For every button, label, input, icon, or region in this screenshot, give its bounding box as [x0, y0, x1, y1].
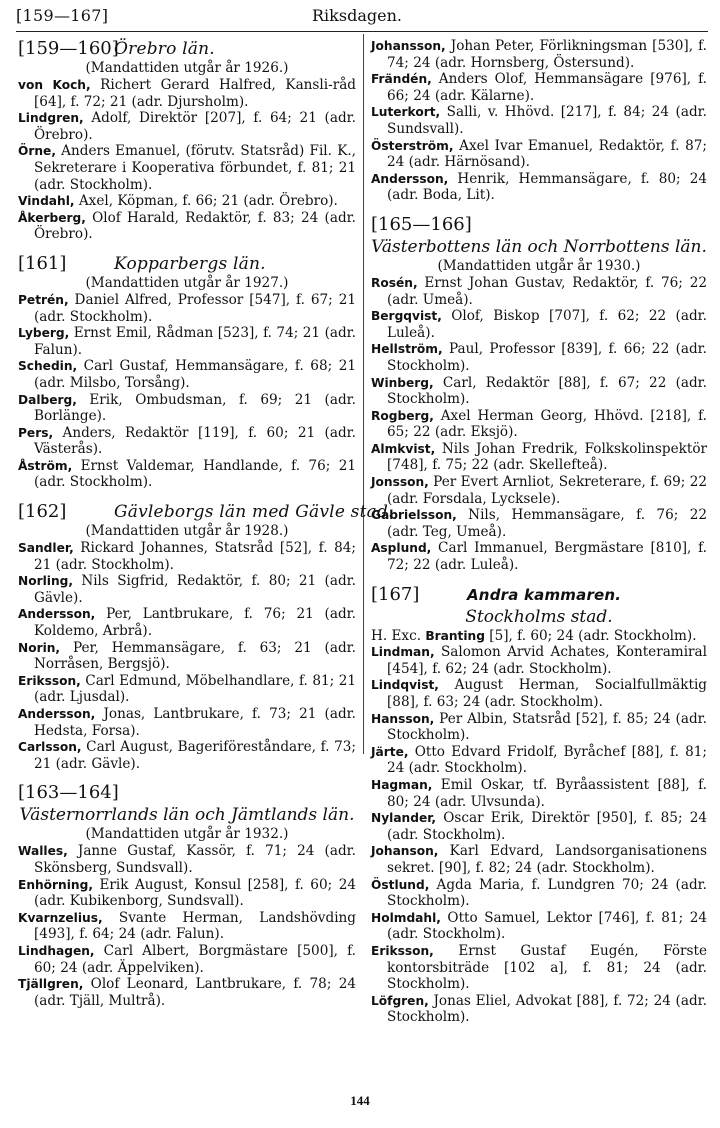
header-rule [16, 31, 708, 32]
member-entry [18, 606, 356, 639]
member-surname: Enhörning, [18, 877, 93, 892]
member-entry [18, 739, 356, 772]
member-surname: Örne, [18, 144, 56, 159]
member-details: Erik August, Konsul [258], f. 60; 24 (adr. Kubikenborg, Sundsvall). [34, 876, 356, 910]
member-entry [371, 507, 707, 540]
member-surname: Eriksson, [18, 673, 81, 688]
member-entry [371, 877, 707, 910]
member-entry [18, 910, 356, 943]
section-heading [18, 782, 356, 804]
member-surname: Lindqvist, [371, 678, 439, 693]
member-surname: Gabrielsson, [371, 508, 457, 523]
member-entry [371, 441, 707, 474]
member-details: Axel Herman Georg, Hhövd. [218], f. 65; 22 (adr. Eksjö). [387, 407, 707, 441]
member-entry [371, 711, 707, 744]
member-surname: Hansson, [371, 711, 435, 726]
member-entry [18, 943, 356, 976]
running-title: Riksdagen. [312, 6, 402, 25]
section-number: [162] [18, 501, 67, 523]
member-details: Olof, Biskop [707], f. 62; 22 (adr. Luleå). [387, 308, 707, 341]
member-details: Olof Harald, Redaktör, f. 83; 24 (adr. Örebro). [34, 209, 356, 243]
member-surname: Nylander, [371, 811, 437, 826]
member-details: Svante Herman, Landshövding [493], f. 64; 24 (adr. Falun). [34, 909, 356, 943]
member-entry [18, 425, 356, 458]
member-details: Carl, Redaktör [88], f. 67; 22 (adr. Stockholm). [387, 374, 707, 408]
member-surname: Holmdahl, [371, 910, 441, 925]
member-details: Per Evert Arnliot, Sekreterare, f. 69; 22 (adr. Forsdala, Lycksele). [387, 474, 707, 507]
member-entry [18, 976, 356, 1009]
member-entry [371, 474, 707, 507]
member-details: Carl August, Bageriföreståndare, f. 73; 21 (adr. Gävle). [34, 739, 356, 772]
member-entry [371, 71, 707, 104]
constituency-section [371, 214, 707, 574]
member-surname: Johansson, [371, 39, 446, 53]
member-surname: Luterkort, [371, 105, 441, 120]
member-details: Rickard Johannes, Statsråd [52], f. 84; 21 (adr. Stockholm). [34, 540, 356, 573]
member-surname: Lindman, [371, 645, 435, 660]
member-surname: Almkvist, [371, 441, 436, 456]
member-surname: Jonsson, [371, 475, 429, 490]
member-surname: von Koch, [18, 78, 91, 92]
member-details: Axel, Köpman, f. 66; 21 (adr. Örebro). [74, 193, 338, 210]
member-surname: Schedin, [18, 359, 78, 374]
member-surname: Norling, [18, 574, 73, 589]
member-details: Richert Gerard Halfred, Kansli-råd [64], f. 72; 21 (adr. Djursholm). [34, 77, 356, 110]
member-entry [18, 640, 356, 673]
member-details: Erik, Ombudsman, f. 69; 21 (adr. Borlänge). [34, 391, 356, 425]
right-column [371, 38, 707, 1036]
member-entry [18, 325, 356, 358]
member-details: Axel Ivar Emanuel, Redaktör, f. 87; 24 (adr. Härnösand). [387, 137, 707, 171]
member-surname: Eriksson, [371, 943, 434, 958]
member-details: Anders, Redaktör [119], f. 60; 21 (adr. Västerås). [34, 424, 356, 458]
member-surname: Lindhagen, [18, 943, 95, 958]
member-entry [18, 706, 356, 739]
member-details: Salomon Arvid Achates, Konteramiral [454], f. 62; 24 (adr. Stockholm). [387, 644, 707, 677]
member-surname: Rosén, [371, 275, 418, 290]
section-number: [165—166] [371, 213, 472, 235]
member-details: Ernst Johan Gustav, Redaktör, f. 76; 22 (adr. Umeå). [387, 274, 707, 308]
member-surname: Winberg, [371, 375, 434, 390]
member-entry [18, 77, 356, 110]
member-entry [18, 673, 356, 706]
member-entry [371, 38, 707, 71]
member-entry [371, 138, 707, 171]
member-surname: Sandler, [18, 541, 74, 556]
constituency-subtitle: Stockholms stad. [465, 606, 613, 627]
member-surname: Johanson, [371, 844, 439, 859]
member-details: Ernst Emil, Rådman [523], f. 74; 21 (adr. Falun). [34, 325, 356, 358]
member-entry [371, 341, 707, 374]
constituency-name: Gävleborgs län med Gävle stad. [114, 502, 394, 523]
member-details: Paul, Professor [839], f. 66; 22 (adr. Stockholm). [387, 341, 707, 374]
member-entry [371, 104, 707, 137]
member-details: Daniel Alfred, Professor [547], f. 67; 21 (adr. Stockholm). [34, 291, 356, 325]
member-details: Nils, Hemmansägare, f. 76; 22 (adr. Teg, Umeå). [387, 507, 707, 540]
member-surname: Carlsson, [18, 740, 82, 755]
member-surname: Pers, [18, 425, 54, 440]
member-surname: Östlund, [371, 877, 430, 892]
member-surname: Järte, [371, 744, 409, 759]
constituency-subtitle: Västernorrlands län och Jämtlands län. [19, 805, 355, 826]
section-heading [18, 501, 394, 523]
member-surname: Andersson, [18, 607, 96, 622]
member-details: Per, Hemmansägare, f. 63; 21 (adr. Norråsen, Bergsjö). [34, 639, 356, 673]
member-entry [371, 308, 707, 341]
member-entry [18, 392, 356, 425]
section-number: [159—160] [18, 38, 119, 59]
member-surname: Lyberg, [18, 326, 70, 341]
member-surname: Hagman, [371, 777, 433, 792]
member-entry [18, 573, 356, 606]
member-details: Anders Olof, Hemmansägare [976], f. 66; 24 (adr. Kälarne). [387, 71, 707, 104]
member-entry [18, 292, 356, 325]
member-surname: Frändén, [371, 72, 432, 87]
member-details: Carl Immanuel, Bergmästare [810], f. 72; 22 (adr. Luleå). [387, 540, 707, 574]
member-entry [18, 358, 356, 391]
member-surname: Åström, [18, 458, 73, 473]
member-entry [371, 843, 707, 876]
section-number: [161] [18, 252, 67, 274]
section-heading [18, 38, 356, 60]
section-number: [167] [371, 583, 420, 605]
member-entry [371, 375, 707, 408]
mandate-period: (Mandattiden utgår år 1932.) [85, 826, 289, 843]
member-entry [371, 910, 707, 943]
member-entry [371, 540, 707, 573]
constituency-name: Örebro län. [114, 39, 215, 59]
member-surname: Branting [425, 628, 485, 643]
mandate-period: (Mandattiden utgår år 1926.) [85, 60, 289, 76]
member-details: Carl Gustaf, Hemmansägare, f. 68; 21 (adr. Milsbo, Torsång). [34, 358, 356, 391]
member-surname: Löfgren, [371, 993, 429, 1008]
member-surname: Andersson, [371, 171, 449, 186]
member-details: Adolf, Direktör [207], f. 64; 21 (adr. Örebro). [34, 110, 356, 143]
member-surname: Vindahl, [18, 194, 75, 209]
member-details: Salli, v. Hhövd. [217], f. 84; 24 (adr. Sundsvall). [387, 104, 707, 137]
member-surname: Österström, [371, 138, 454, 153]
member-details: Per, Lantbrukare, f. 76; 21 (adr. Koldemo, Arbrå). [34, 606, 356, 640]
member-entry [371, 777, 707, 810]
member-entry [18, 877, 356, 910]
page-number: 144 [350, 1093, 370, 1108]
member-entry [371, 744, 707, 777]
member-entry [18, 458, 356, 491]
constituency-name: Andra kammaren. [467, 585, 622, 604]
member-entry [18, 540, 356, 573]
mandate-period: (Mandattiden utgår år 1928.) [85, 523, 289, 540]
member-entry [18, 143, 356, 193]
member-surname: Tjällgren, [18, 977, 84, 992]
member-entry [18, 193, 356, 210]
member-prefix: H. Exc. [371, 627, 426, 644]
member-details: Carl Edmund, Möbelhandlare, f. 81; 21 (adr. Ljusdal). [34, 672, 356, 706]
member-surname: Andersson, [18, 707, 96, 721]
member-details: Emil Oskar, tf. Byråassistent [88], f. 80; 24 (adr. Ulvsunda). [387, 776, 707, 810]
constituency-section [18, 38, 356, 243]
member-entry [371, 810, 707, 843]
member-details: Per Albin, Statsråd [52], f. 85; 24 (adr. Stockholm). [387, 710, 707, 744]
member-details: Jonas Eliel, Advokat [88], f. 72; 24 (adr. Stockholm). [387, 992, 707, 1026]
section-heading [371, 584, 707, 606]
member-entry [371, 171, 707, 204]
member-details: Johan Peter, Förlikningsman [530], f. 74; 24 (adr. Hornsberg, Östersund). [387, 38, 707, 71]
member-surname: Rogberg, [371, 408, 434, 423]
member-surname: Petrén, [18, 292, 69, 307]
constituency-section [18, 782, 356, 1009]
section-heading [18, 253, 356, 275]
page-range-header: [159—167] [16, 6, 109, 25]
member-details: Ernst Valdemar, Handlande, f. 76; 21 (adr. Stockholm). [34, 457, 356, 491]
member-surname: Lindgren, [18, 111, 84, 126]
member-details: Nils Johan Fredrik, Folkskolinspektör [748], f. 75; 22 (adr. Skellefteå). [387, 440, 707, 474]
constituency-subtitle: Västerbottens län och Norrbottens län. [371, 236, 707, 257]
constituency-section [371, 584, 707, 1026]
member-details: Otto Edvard Fridolf, Byråchef [88], f. 81; 24 (adr. Stockholm). [387, 743, 707, 777]
member-surname: Kvarnzelius, [18, 910, 103, 925]
member-entry [371, 943, 707, 993]
member-entry [371, 677, 707, 710]
member-surname: Asplund, [371, 541, 432, 556]
constituency-name: Kopparbergs län. [114, 253, 266, 274]
member-entry [18, 843, 356, 876]
member-details: [5], f. 60; 24 (adr. Stockholm). [484, 627, 697, 644]
member-details: Carl Albert, Borgmästare [500], f. 60; 24 (adr. Äppelviken). [34, 942, 356, 976]
section-number: [163—164] [18, 782, 119, 804]
member-entry [18, 210, 356, 243]
member-surname: Bergqvist, [371, 309, 442, 324]
member-entry [371, 408, 707, 441]
member-details: Oscar Erik, Direktör [950], f. 85; 24 (adr. Stockholm). [387, 810, 707, 843]
member-details: Ernst Gustaf Eugén, Förste kontorsbiträde [102 a], f. 81; 24 (adr. Stockholm). [387, 942, 707, 993]
mandate-period: (Mandattiden utgår år 1927.) [85, 274, 289, 291]
member-entry [371, 644, 707, 677]
member-surname: Dalberg, [18, 392, 77, 407]
member-details: Jonas, Lantbrukare, f. 73; 21 (adr. Hedsta, Forsa). [34, 706, 356, 739]
section-heading [371, 214, 707, 236]
column-divider [363, 34, 364, 754]
continued-entries [371, 38, 707, 204]
member-details: Olof Leonard, Lantbrukare, f. 78; 24 (adr. Tjäll, Multrå). [34, 976, 356, 1009]
member-entry [371, 628, 707, 645]
member-details: Janne Gustaf, Kassör, f. 71; 24 (adr. Skönsberg, Sundsvall). [34, 843, 356, 876]
member-details: Nils Sigfrid, Redaktör, f. 80; 21 (adr. Gävle). [34, 573, 356, 606]
mandate-period: (Mandattiden utgår år 1930.) [437, 257, 641, 274]
member-details: August Herman, Socialfullmäktig [88], f. 63; 24 (adr. Stockholm). [387, 677, 707, 710]
member-entry [371, 993, 707, 1026]
member-entry [371, 275, 707, 308]
member-details: Agda Maria, f. Lundgren 70; 24 (adr. Stockholm). [387, 876, 707, 910]
member-details: Henrik, Hemmansägare, f. 80; 24 (adr. Boda, Lit). [387, 170, 707, 204]
member-surname: Hellström, [371, 342, 443, 357]
member-surname: Norin, [18, 640, 61, 655]
member-surname: Walles, [18, 844, 68, 859]
member-details: Karl Edvard, Landsorganisationens sekret. [90], f. 82; 24 (adr. Stockholm). [387, 843, 707, 876]
constituency-section [18, 253, 356, 491]
member-details: Anders Emanuel, (förutv. Statsråd) Fil. K., Sekreterare i Kooperativa förbundet, f. 81; 21 (adr. Stockholm). [34, 143, 356, 193]
member-surname: Åkerberg, [18, 210, 86, 225]
member-entry [18, 110, 356, 143]
member-details: Otto Samuel, Lektor [746], f. 81; 24 (adr. Stockholm). [387, 909, 707, 943]
